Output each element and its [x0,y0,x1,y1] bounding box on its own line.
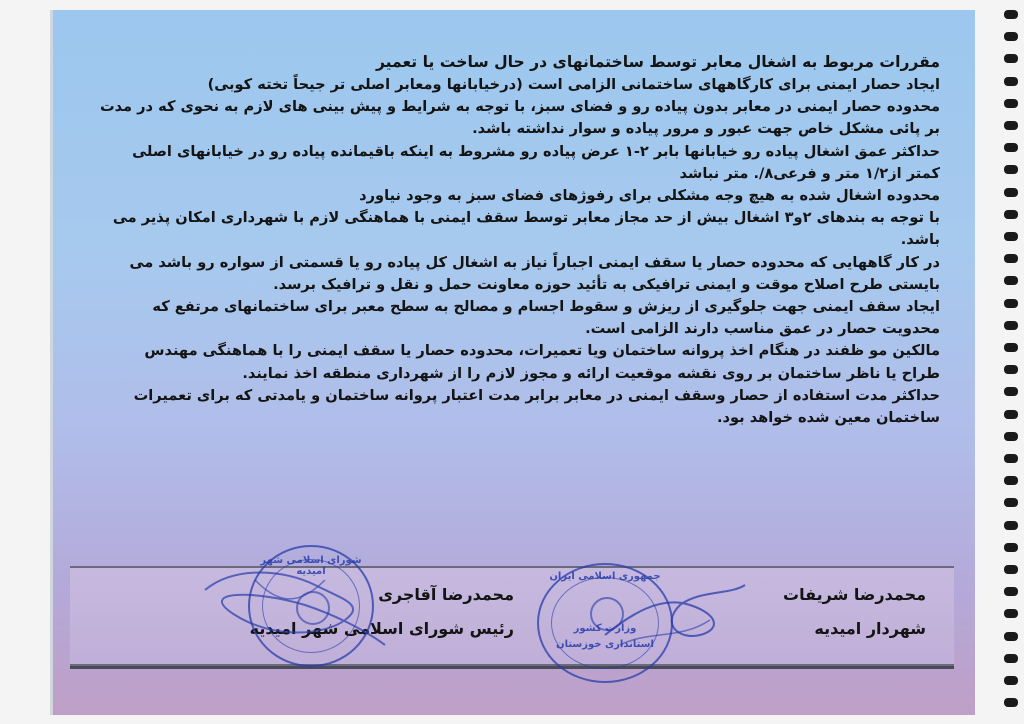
binding-hole [1004,143,1018,152]
binding-hole [1004,609,1018,618]
council-stamp-text: شورای اسلامی شهر امیدیه [260,555,362,577]
municipality-stamp-inner-1: وزارت کشور [573,623,637,634]
council-chair-name: محمدرضا آقاجری [378,585,514,604]
binding-hole [1004,410,1018,419]
text-line: بر پائی مشکل خاص جهت عبور و مرور پیاده و سوار نداشته باشد. [472,120,940,138]
binding-hole [1004,343,1018,352]
municipality-stamp-ring-text: جمهوری اسلامی ایران [549,571,661,582]
text-line: ایجاد حصار ایمنی برای کارگاههای ساختمانی الزامی است (درخیابانها ومعابر اصلی تر جیحاً تخته کوبی) [207,76,940,93]
binding-hole [1004,299,1018,308]
text-line: در کار گاههایی که محدوده حصار یا سقف ایمنی اجباراً نیاز به اشغال کل پیاده رو یا قسمتی از سواره رو باشد می [129,253,940,271]
binding-hole [1004,587,1018,596]
binding-hole [1004,165,1018,174]
mayor-signature-block [783,578,926,646]
binding-hole [1004,188,1018,197]
text-line: کمتر از۱/۲ متر و فرعی۸/. متر نباشد [679,164,940,182]
text-line: محدوده اشغال شده به هیچ وجه مشکلی برای رفوژهای فضای سبز به وجود نیاورد [359,187,940,205]
text-line: بایستی طرح اصلاح موقت و ایمنی ترافیکی به تأئید حوزه معاونت حمل و نقل و ترافیک برسد. [273,275,940,293]
text-line: ساختمان معین شده خواهد بود. [717,409,940,427]
text-line: حداکثر عمق اشغال پیاده رو خیابانها بابر ۲-۱ عرض پیاده رو مشروط به اینکه باقیمانده پیاده رو در خیابانهای اصلی [132,142,940,160]
municipality-stamp-inner-2: استانداری خوزستان [556,639,654,650]
text-line: حداکثر مدت استفاده از حصار وسقف ایمنی در معابر برابر مدت اعتبار پروانه ساختمان و یامدتی که برای تعمیرات [133,386,940,404]
binding-hole [1004,254,1018,263]
binding-hole [1004,432,1018,441]
binding-hole [1004,10,1018,19]
binding-hole [1004,99,1018,108]
text-line: محدویت حصار در عمق مناسب دارند الزامی است. [585,320,940,338]
text-line: مالکین مو ظفند در هنگام اخذ پروانه ساختمان ویا تعمیرات، محدوده حصار یا سقف ایمنی را با هماهنگی مهندس [144,342,940,360]
text-line: با توجه به بندهای ۲و۳ اشغال بیش از حد مجاز معابر توسط سقف ایمنی با هماهنگی لازم با شهرداری امکان پذیر می [112,209,940,227]
binding-hole [1004,232,1018,241]
binding-hole [1004,565,1018,574]
binding-hole [1004,121,1018,130]
binding-hole [1004,54,1018,63]
text-line: طراح یا ناظر ساختمان بر روی نقشه موقعیت ارائه و مجوز لازم را از شهرداری منطقه اخذ نمایند. [242,364,940,382]
council-chair-position: رئیس شورای اسلامی شهر امیدیه [249,619,514,638]
binding-hole [1004,698,1018,707]
binding-hole [1004,632,1018,641]
text-line: ایجاد سقف ایمنی جهت جلوگیری از ریزش و سقوط اجسام و مصالح به سطح معبر برای ساختمانهای مرتفع که [152,298,940,316]
binding-hole [1004,476,1018,485]
binding-hole [1004,77,1018,86]
binding-hole [1004,387,1018,396]
binding-hole [1004,365,1018,374]
binding-hole [1004,543,1018,552]
document-title: مقررات مربوط به اشغال معابر توسط ساختمانهای در حال ساخت یا تعمیر [375,53,940,71]
binding-hole [1004,498,1018,507]
text-line: محدوده حصار ایمنی در معابر بدون پیاده رو و فضای سبز، با توجه به شرایط و پیش بینی های لازم به نحوی که در مدت [99,98,940,116]
regulation-text [100,50,940,429]
text-line: باشد. [900,231,940,249]
binding-hole [1004,454,1018,463]
binding-hole [1004,521,1018,530]
binding-hole [1004,654,1018,663]
spiral-binding [996,0,1024,724]
binding-hole [1004,676,1018,685]
mayor-name: محمدرضا شریفات [783,585,926,604]
binding-hole [1004,276,1018,285]
binding-hole [1004,32,1018,41]
binding-hole [1004,321,1018,330]
mayor-signature-scrawl [600,575,750,655]
mayor-position: شهردار امیدیه [814,619,926,638]
council-signature-scrawl [195,560,395,660]
binding-hole [1004,210,1018,219]
